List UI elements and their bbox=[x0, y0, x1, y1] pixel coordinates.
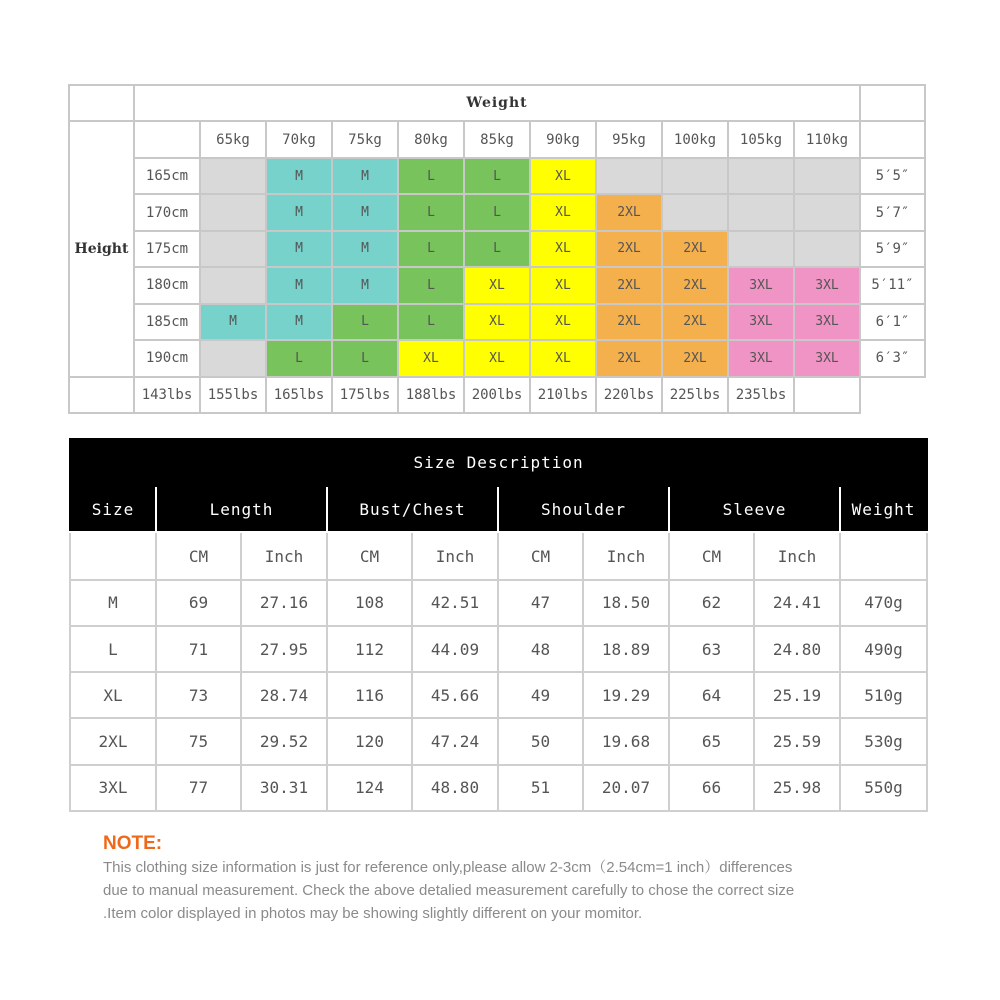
size-cell: M bbox=[266, 267, 332, 303]
weight-kg-label: 70kg bbox=[266, 121, 332, 157]
weight-lbs-label: 210lbs bbox=[530, 377, 596, 414]
measurement-cell: 65 bbox=[669, 718, 754, 764]
measurement-cell: 530g bbox=[840, 718, 927, 764]
size-cell bbox=[662, 194, 728, 230]
size-cell: L bbox=[464, 158, 530, 194]
height-weight-chart bbox=[68, 84, 926, 414]
size-cell bbox=[200, 158, 266, 194]
measurement-cell: 124 bbox=[327, 765, 412, 811]
measurement-cell: 490g bbox=[840, 626, 927, 672]
unit-label: Inch bbox=[754, 532, 840, 579]
size-label: 3XL bbox=[70, 765, 156, 811]
size-cell: L bbox=[398, 194, 464, 230]
measurement-cell: 45.66 bbox=[412, 672, 498, 718]
size-cell bbox=[662, 158, 728, 194]
measurement-cell: 18.89 bbox=[583, 626, 669, 672]
height-ft-label: 6′3″ bbox=[860, 340, 925, 376]
height-cm-label: 170cm bbox=[134, 194, 200, 230]
shoulder-header: Shoulder bbox=[498, 486, 669, 532]
measurement-cell: 470g bbox=[840, 580, 927, 626]
measurement-cell: 19.68 bbox=[583, 718, 669, 764]
bust-chest-header: Bust/Chest bbox=[327, 486, 498, 532]
unit-label: CM bbox=[498, 532, 583, 579]
size-cell: M bbox=[332, 194, 398, 230]
size-cell bbox=[728, 194, 794, 230]
weight-lbs-label: 155lbs bbox=[200, 377, 266, 414]
height-cm-label: 180cm bbox=[134, 267, 200, 303]
measurement-cell: 24.80 bbox=[754, 626, 840, 672]
size-cell: XL bbox=[530, 340, 596, 376]
size-cell: L bbox=[398, 158, 464, 194]
size-cell: L bbox=[398, 267, 464, 303]
unit-label: Inch bbox=[412, 532, 498, 579]
size-cell bbox=[728, 158, 794, 194]
measurement-cell: 28.74 bbox=[241, 672, 327, 718]
unit-label: CM bbox=[327, 532, 412, 579]
measurement-cell: 112 bbox=[327, 626, 412, 672]
size-label: 2XL bbox=[70, 718, 156, 764]
empty-cell bbox=[134, 121, 200, 157]
size-cell: 3XL bbox=[728, 304, 794, 340]
measurement-cell: 18.50 bbox=[583, 580, 669, 626]
size-cell bbox=[728, 231, 794, 267]
measurement-cell: 44.09 bbox=[412, 626, 498, 672]
note-text bbox=[103, 856, 923, 925]
weight-lbs-label: 175lbs bbox=[332, 377, 398, 414]
empty-cell bbox=[840, 532, 927, 579]
size-cell: 2XL bbox=[662, 340, 728, 376]
measurement-cell: 108 bbox=[327, 580, 412, 626]
size-cell: 2XL bbox=[662, 231, 728, 267]
size-cell: L bbox=[398, 231, 464, 267]
table-row bbox=[70, 672, 927, 718]
measurement-cell: 66 bbox=[669, 765, 754, 811]
measurement-cell: 25.19 bbox=[754, 672, 840, 718]
height-ft-label: 5′9″ bbox=[860, 231, 925, 267]
height-ft-label: 5′5″ bbox=[860, 158, 925, 194]
weight-kg-label: 80kg bbox=[398, 121, 464, 157]
measurement-cell: 116 bbox=[327, 672, 412, 718]
size-cell: XL bbox=[464, 340, 530, 376]
measurement-cell: 25.59 bbox=[754, 718, 840, 764]
size-cell: 3XL bbox=[794, 267, 860, 303]
weight-kg-label: 65kg bbox=[200, 121, 266, 157]
sleeve-header: Sleeve bbox=[669, 486, 840, 532]
table-row bbox=[70, 580, 927, 626]
size-cell: M bbox=[266, 231, 332, 267]
size-cell: 3XL bbox=[728, 267, 794, 303]
height-title: Height bbox=[69, 121, 134, 376]
measurement-cell: 25.98 bbox=[754, 765, 840, 811]
size-description-table bbox=[69, 438, 928, 812]
table-row bbox=[70, 765, 927, 811]
size-cell: L bbox=[266, 340, 332, 376]
measurement-cell: 48.80 bbox=[412, 765, 498, 811]
measurement-cell: 71 bbox=[156, 626, 241, 672]
size-cell: XL bbox=[530, 267, 596, 303]
measurement-cell: 48 bbox=[498, 626, 583, 672]
size-cell: M bbox=[332, 267, 398, 303]
size-cell: XL bbox=[530, 158, 596, 194]
weight-kg-label: 100kg bbox=[662, 121, 728, 157]
size-cell: M bbox=[266, 194, 332, 230]
size-cell: XL bbox=[398, 340, 464, 376]
corner-cell bbox=[860, 85, 925, 121]
empty-cell bbox=[69, 377, 134, 414]
size-cell bbox=[200, 340, 266, 376]
weight-kg-label: 75kg bbox=[332, 121, 398, 157]
height-cm-label: 165cm bbox=[134, 158, 200, 194]
size-cell: 2XL bbox=[596, 304, 662, 340]
note-line: due to manual measurement. Check the above detalied measurement carefully to chose the correct size bbox=[103, 882, 795, 899]
weight-title: Weight bbox=[134, 85, 860, 121]
weight-lbs-label: 200lbs bbox=[464, 377, 530, 414]
measurement-cell: 62 bbox=[669, 580, 754, 626]
size-cell bbox=[794, 158, 860, 194]
empty-cell bbox=[70, 532, 156, 579]
size-cell: M bbox=[266, 304, 332, 340]
measurement-cell: 510g bbox=[840, 672, 927, 718]
measurement-cell: 47.24 bbox=[412, 718, 498, 764]
measurement-cell: 63 bbox=[669, 626, 754, 672]
weight-lbs-label: 225lbs bbox=[662, 377, 728, 414]
measurement-cell: 30.31 bbox=[241, 765, 327, 811]
size-cell: XL bbox=[464, 267, 530, 303]
measurement-cell: 49 bbox=[498, 672, 583, 718]
table-row bbox=[70, 626, 927, 672]
size-cell: 3XL bbox=[794, 340, 860, 376]
size-header: Size bbox=[70, 486, 156, 532]
size-cell: L bbox=[464, 194, 530, 230]
size-cell: 2XL bbox=[596, 194, 662, 230]
measurement-cell: 77 bbox=[156, 765, 241, 811]
measurement-cell: 64 bbox=[669, 672, 754, 718]
size-cell bbox=[794, 194, 860, 230]
size-cell: L bbox=[398, 304, 464, 340]
measurement-cell: 73 bbox=[156, 672, 241, 718]
table-row bbox=[70, 718, 927, 764]
measurement-cell: 75 bbox=[156, 718, 241, 764]
unit-label: Inch bbox=[241, 532, 327, 579]
measurement-cell: 27.95 bbox=[241, 626, 327, 672]
size-label: L bbox=[70, 626, 156, 672]
height-ft-label: 5′7″ bbox=[860, 194, 925, 230]
size-cell: M bbox=[332, 231, 398, 267]
weight-kg-label: 85kg bbox=[464, 121, 530, 157]
size-cell: 2XL bbox=[662, 304, 728, 340]
size-description-title: Size Description bbox=[70, 439, 927, 486]
note-title: NOTE: bbox=[103, 833, 163, 854]
corner-cell bbox=[69, 85, 134, 121]
weight-lbs-label: 165lbs bbox=[266, 377, 332, 414]
measurement-cell: 27.16 bbox=[241, 580, 327, 626]
height-cm-label: 175cm bbox=[134, 231, 200, 267]
size-cell: 2XL bbox=[596, 231, 662, 267]
size-cell bbox=[200, 267, 266, 303]
measurement-cell: 50 bbox=[498, 718, 583, 764]
size-cell: XL bbox=[530, 304, 596, 340]
size-cell: L bbox=[332, 304, 398, 340]
size-cell: XL bbox=[464, 304, 530, 340]
size-cell bbox=[794, 231, 860, 267]
length-header: Length bbox=[156, 486, 327, 532]
weight-lbs-label: 235lbs bbox=[728, 377, 794, 414]
size-cell bbox=[596, 158, 662, 194]
weight-kg-label: 95kg bbox=[596, 121, 662, 157]
measurement-cell: 550g bbox=[840, 765, 927, 811]
note-line: This clothing size information is just for reference only,please allow 2-3cm（2.54cm=1 inch）differences bbox=[103, 859, 793, 876]
measurement-cell: 24.41 bbox=[754, 580, 840, 626]
measurement-cell: 69 bbox=[156, 580, 241, 626]
size-cell: XL bbox=[530, 194, 596, 230]
empty-cell bbox=[794, 377, 860, 414]
size-cell: 3XL bbox=[728, 340, 794, 376]
unit-label: Inch bbox=[583, 532, 669, 579]
measurement-cell: 47 bbox=[498, 580, 583, 626]
measurement-cell: 19.29 bbox=[583, 672, 669, 718]
weight-kg-label: 110kg bbox=[794, 121, 860, 157]
size-cell: M bbox=[332, 158, 398, 194]
size-label: M bbox=[70, 580, 156, 626]
height-ft-label: 6′1″ bbox=[860, 304, 925, 340]
size-cell: 3XL bbox=[794, 304, 860, 340]
measurement-cell: 120 bbox=[327, 718, 412, 764]
measurement-cell: 29.52 bbox=[241, 718, 327, 764]
size-cell: 2XL bbox=[596, 340, 662, 376]
size-cell: L bbox=[464, 231, 530, 267]
measurement-cell: 51 bbox=[498, 765, 583, 811]
weight-kg-label: 105kg bbox=[728, 121, 794, 157]
height-cm-label: 190cm bbox=[134, 340, 200, 376]
empty-cell bbox=[860, 121, 925, 157]
size-label: XL bbox=[70, 672, 156, 718]
size-cell: XL bbox=[530, 231, 596, 267]
note-line: .Item color displayed in photos may be showing slightly different on your momitor. bbox=[103, 905, 643, 922]
weight-header: Weight bbox=[840, 486, 927, 532]
height-ft-label: 5′11″ bbox=[860, 267, 925, 303]
size-cell: L bbox=[332, 340, 398, 376]
size-cell: 2XL bbox=[596, 267, 662, 303]
size-cell: M bbox=[200, 304, 266, 340]
size-cell bbox=[200, 194, 266, 230]
measurement-cell: 42.51 bbox=[412, 580, 498, 626]
size-cell: 2XL bbox=[662, 267, 728, 303]
weight-lbs-label: 220lbs bbox=[596, 377, 662, 414]
unit-label: CM bbox=[669, 532, 754, 579]
size-cell bbox=[200, 231, 266, 267]
weight-kg-label: 90kg bbox=[530, 121, 596, 157]
height-cm-label: 185cm bbox=[134, 304, 200, 340]
weight-lbs-label: 143lbs bbox=[134, 377, 200, 414]
measurement-cell: 20.07 bbox=[583, 765, 669, 811]
size-cell: M bbox=[266, 158, 332, 194]
unit-label: CM bbox=[156, 532, 241, 579]
weight-lbs-label: 188lbs bbox=[398, 377, 464, 414]
